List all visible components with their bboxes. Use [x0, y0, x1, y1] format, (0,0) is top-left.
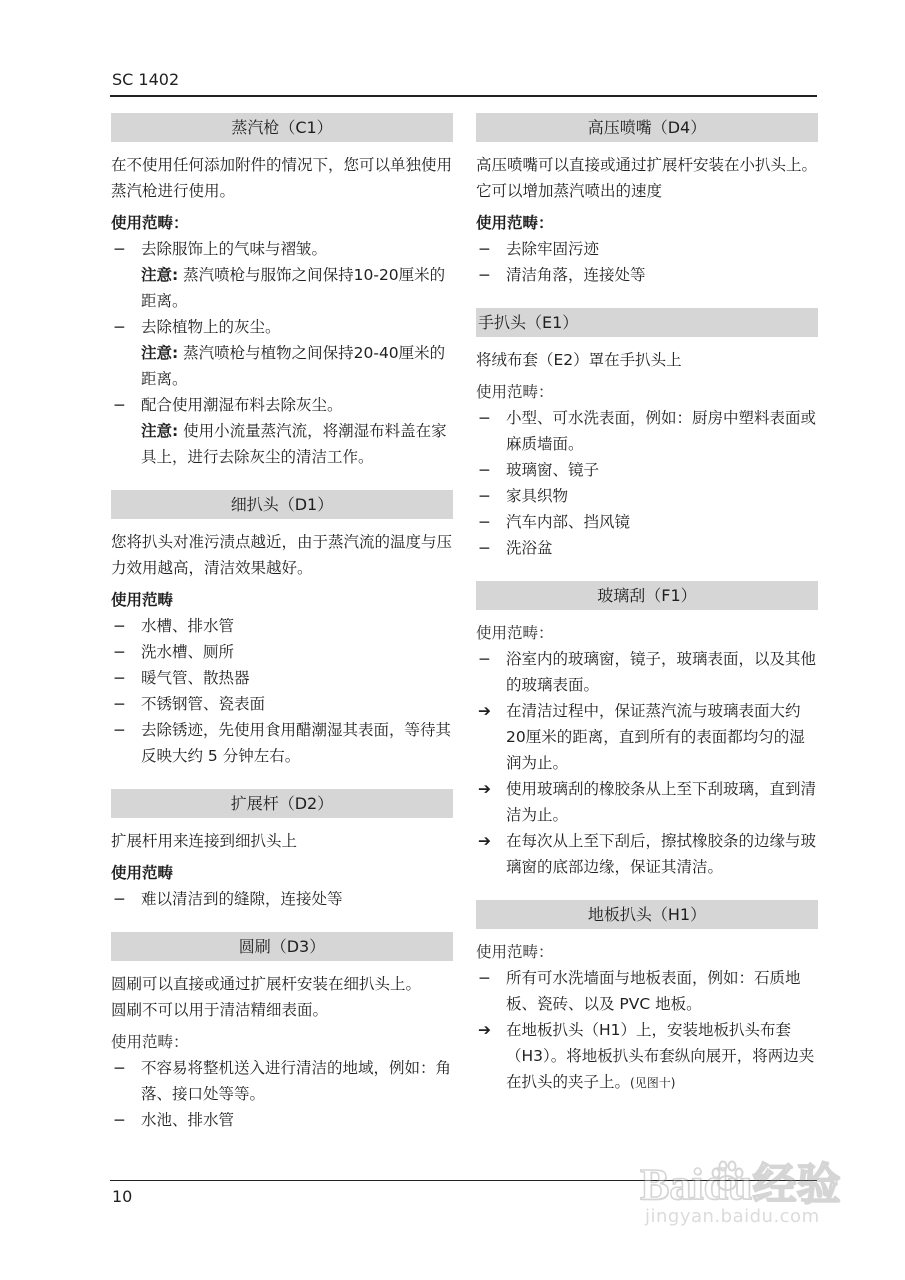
section-title: 蒸汽枪（C1） — [111, 113, 453, 142]
usage-label: 使用范畴： — [111, 1033, 189, 1051]
list-item-text: 不容易将整机送入进行清洁的地域，例如：角落、接口处等等。 — [141, 1059, 452, 1103]
section-d2 — [111, 789, 453, 912]
section-d1 — [111, 490, 453, 769]
list-item — [111, 1055, 453, 1107]
list-item-text: 去除植物上的灰尘。 — [141, 318, 281, 336]
section-title: 圆刷（D3） — [111, 932, 453, 961]
step-item — [476, 698, 818, 776]
list-item — [476, 405, 818, 457]
list-item-text: 所有可水洗墙面与地板表面，例如：石质地板、瓷砖、以及 PVC 地板。 — [506, 969, 801, 1013]
section-h1 — [476, 900, 818, 1096]
dash-marker: − — [478, 266, 491, 284]
list-item — [111, 314, 453, 340]
section-title: 玻璃刮（F1） — [476, 581, 818, 610]
list-item-text: 洗浴盆 — [506, 539, 553, 557]
baidu-watermark — [640, 1148, 850, 1233]
dash-marker: − — [113, 617, 126, 635]
dash-marker: − — [113, 1059, 126, 1077]
dash-marker: − — [478, 539, 491, 557]
dash-marker: − — [113, 318, 126, 336]
list-item-text: 清洁角落，连接处等 — [506, 266, 646, 284]
dash-marker: − — [478, 650, 491, 668]
section-intro: 圆刷可以直接或通过扩展杆安装在细扒头上。 — [111, 975, 422, 993]
list-item — [111, 392, 453, 418]
step-text: 在地板扒头（H1）上，安装地板扒头布套（H3）。将地板扒头布套纵向展开，将两边夹在扒头的夹子上。 — [506, 1021, 815, 1091]
note — [111, 262, 453, 314]
note-label: 注意: — [141, 344, 179, 362]
section-intro-2: 圆刷不可以用于清洁精细表面。 — [111, 1001, 329, 1019]
step-item — [476, 1017, 818, 1096]
paw-icon — [707, 1156, 747, 1196]
dash-marker: − — [113, 695, 126, 713]
usage-label: 使用范畴： — [476, 383, 554, 401]
list-item-text: 洗水槽、厕所 — [141, 643, 235, 661]
section-d4 — [476, 113, 818, 288]
usage-label: 使用范畴 — [111, 864, 174, 882]
right-column — [476, 113, 818, 1116]
section-intro: 扩展杆用来连接到细扒头上 — [111, 832, 298, 850]
list-item — [476, 457, 818, 483]
list-item-text: 不锈钢管、瓷表面 — [141, 695, 266, 713]
list-item — [111, 613, 453, 639]
dash-marker: − — [113, 721, 126, 739]
section-intro: 在不使用任何添加附件的情况下，您可以单独使用蒸汽枪进行使用。 — [111, 156, 453, 200]
list-item — [111, 665, 453, 691]
section-title: 高压喷嘴（D4） — [476, 113, 818, 142]
list-item-text: 玻璃窗、镜子 — [506, 461, 600, 479]
left-column — [111, 113, 453, 1153]
section-e1 — [476, 308, 818, 561]
arrow-right-icon: ➔ — [478, 780, 491, 798]
watermark-logo-text: Baidu经验 — [640, 1160, 841, 1209]
page-number: 10 — [112, 1187, 133, 1206]
dash-marker: − — [478, 969, 491, 987]
figure-reference: (见图十) — [630, 1076, 676, 1090]
section-f1 — [476, 581, 818, 880]
list-item-text: 水池、排水管 — [141, 1111, 235, 1129]
section-d3 — [111, 932, 453, 1133]
note-text: 使用小流量蒸汽流，将潮湿布料盖在家具上，进行去除灰尘的清洁工作。 — [141, 422, 447, 466]
list-item — [476, 236, 818, 262]
dash-marker: − — [478, 409, 491, 427]
list-item-text: 去除牢固污迹 — [506, 240, 600, 258]
list-item — [476, 646, 818, 698]
section-intro: 将绒布套（E2）罩在手扒头上 — [476, 351, 682, 369]
section-title: 细扒头（D1） — [111, 490, 453, 519]
list-item — [111, 717, 453, 769]
dash-marker: − — [478, 240, 491, 258]
note-text: 蒸汽喷枪与植物之间保持20-40厘米的距离。 — [141, 344, 446, 388]
note — [111, 340, 453, 392]
arrow-right-icon: ➔ — [478, 1021, 491, 1039]
list-item — [476, 262, 818, 288]
usage-label: 使用范畴 — [111, 591, 174, 609]
dash-marker: − — [113, 890, 126, 908]
dash-marker: − — [478, 513, 491, 531]
section-title: 地板扒头（H1） — [476, 900, 818, 929]
header-rule — [110, 95, 817, 97]
section-intro: 高压喷嘴可以直接或通过扩展杆安装在小扒头上。它可以增加蒸汽喷出的速度 — [476, 156, 818, 200]
step-text: 使用玻璃刮的橡胶条从上至下刮玻璃，直到清洁为止。 — [506, 780, 817, 824]
list-item-text: 暖气管、散热器 — [141, 669, 250, 687]
model-number: SC 1402 — [112, 70, 180, 89]
list-item-text: 配合使用潮湿布料去除灰尘。 — [141, 396, 343, 414]
section-c1 — [111, 113, 453, 470]
list-item — [476, 965, 818, 1017]
section-title: 手扒头（E1） — [476, 308, 818, 337]
list-item-text: 难以清洁到的缝隙，连接处等 — [141, 890, 343, 908]
step-text: 在每次从上至下刮后，擦拭橡胶条的边缘与玻璃窗的底部边缘，保证其清洁。 — [506, 832, 817, 876]
dash-marker: − — [478, 461, 491, 479]
list-item-text: 小型、可水洗表面，例如：厨房中塑料表面或麻质墙面。 — [506, 409, 817, 453]
dash-marker: − — [113, 240, 126, 258]
list-item — [111, 1107, 453, 1133]
step-text: 在清洁过程中，保证蒸汽流与玻璃表面大约20厘米的距离，直到所有的表面都均匀的湿润为止。 — [506, 702, 805, 772]
usage-label: 使用范畴： — [476, 214, 554, 232]
arrow-right-icon: ➔ — [478, 832, 491, 850]
watermark-url: jingyan.baidu.com — [645, 1206, 820, 1227]
note-text: 蒸汽喷枪与服饰之间保持10-20厘米的距离。 — [141, 266, 446, 310]
list-item-text: 汽车内部、挡风镜 — [506, 513, 631, 531]
list-item-text: 去除服饰上的气味与褶皱。 — [141, 240, 328, 258]
usage-label: 使用范畴： — [111, 214, 189, 232]
section-title: 扩展杆（D2） — [111, 789, 453, 818]
list-item-text: 水槽、排水管 — [141, 617, 235, 635]
arrow-right-icon: ➔ — [478, 702, 491, 720]
list-item — [111, 886, 453, 912]
usage-label: 使用范畴： — [476, 943, 554, 961]
list-item-text: 去除锈迹，先使用食用醋潮湿其表面，等待其反映大约 5 分钟左右。 — [141, 721, 452, 765]
note-label: 注意: — [141, 266, 179, 284]
usage-label: 使用范畴： — [476, 624, 554, 642]
note — [111, 418, 453, 470]
dash-marker: − — [113, 396, 126, 414]
list-item — [476, 483, 818, 509]
dash-marker: − — [113, 1111, 126, 1129]
list-item-text: 家具织物 — [506, 487, 569, 505]
list-item — [111, 691, 453, 717]
step-item — [476, 776, 818, 828]
dash-marker: − — [113, 643, 126, 661]
list-item — [476, 535, 818, 561]
step-item — [476, 828, 818, 880]
dash-marker: − — [478, 487, 491, 505]
section-intro: 您将扒头对准污渍点越近，由于蒸汽流的温度与压力效用越高，清洁效果越好。 — [111, 533, 453, 577]
list-item — [111, 236, 453, 262]
list-item-text: 浴室内的玻璃窗，镜子，玻璃表面，以及其他的玻璃表面。 — [506, 650, 817, 694]
list-item — [476, 509, 818, 535]
list-item — [111, 639, 453, 665]
note-label: 注意: — [141, 422, 179, 440]
dash-marker: − — [113, 669, 126, 687]
